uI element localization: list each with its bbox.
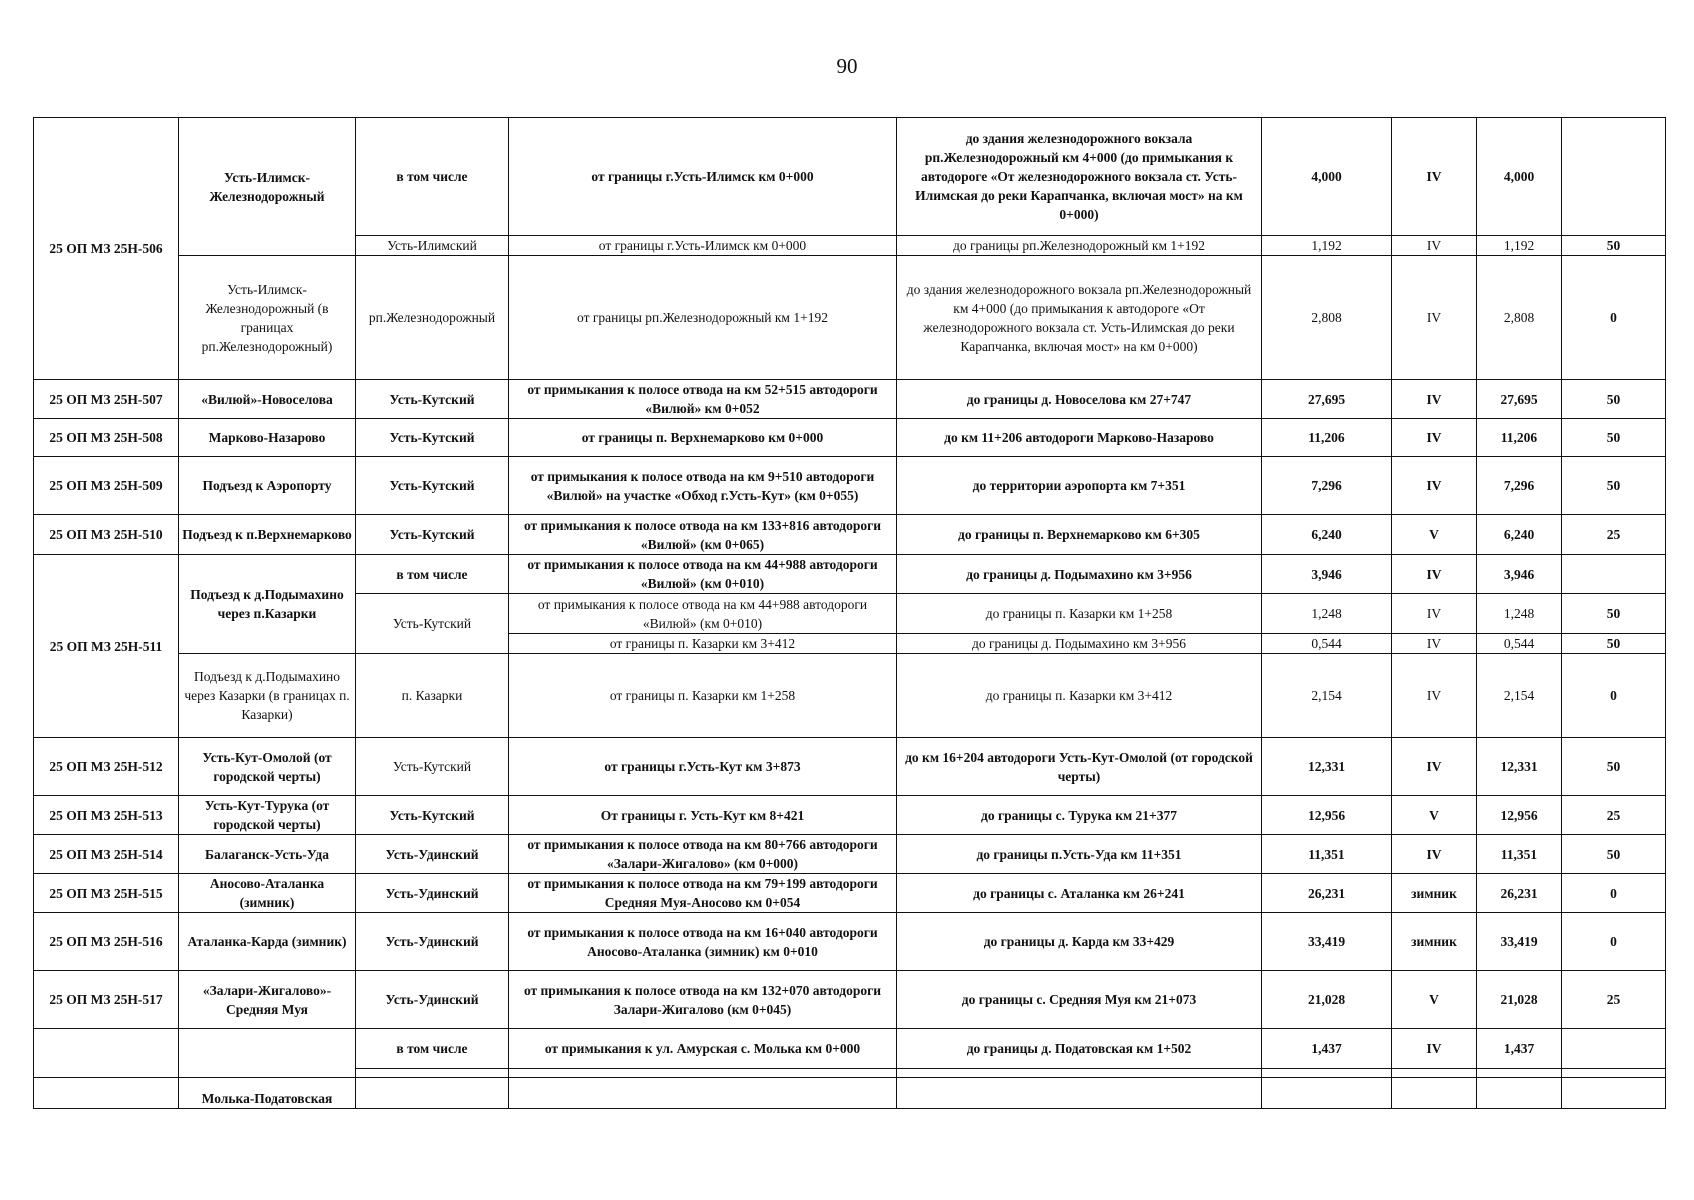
length: 11,351: [1262, 835, 1392, 874]
length-2: 1,248: [1477, 594, 1562, 634]
start-point: от примыкания к полосе отвода на км 44+988 автодороги «Вилюй» (км 0+010): [509, 594, 897, 634]
length-2: 11,206: [1477, 419, 1562, 457]
empty-cell: [897, 1069, 1262, 1109]
table-row: [34, 1029, 1666, 1069]
end-point: до км 16+204 автодороги Усть-Кут-Омолой (от городской черты): [897, 738, 1262, 796]
district: п. Казарки: [356, 654, 509, 738]
category: IV: [1392, 256, 1477, 380]
road-code: 25 ОП МЗ 25Н-508: [34, 419, 179, 457]
end-point: до границы д. Подымахино км 3+956: [897, 555, 1262, 594]
percent: 25: [1562, 796, 1666, 835]
road-code: 25 ОП МЗ 25Н-511: [34, 555, 179, 738]
road-code: 25 ОП МЗ 25Н-509: [34, 457, 179, 515]
end-point: до здания железнодорожного вокзала рп.Железнодорожный км 4+000 (до примыкания к автодороге «От железнодорожного вокзала ст. Усть-Илимская до реки Карапчанка, включая мост» на км 0+000): [897, 118, 1262, 236]
start-point: от границы п. Казарки км 3+412: [509, 634, 897, 654]
start-point: От границы г. Усть-Кут км 8+421: [509, 796, 897, 835]
table-row: [34, 654, 1666, 738]
length-2: 6,240: [1477, 515, 1562, 555]
percent: 25: [1562, 971, 1666, 1029]
length: 1,248: [1262, 594, 1392, 634]
length-2: 12,956: [1477, 796, 1562, 835]
percent: 50: [1562, 634, 1666, 654]
district: Усть-Удинский: [356, 835, 509, 874]
end-point: до границы с. Средняя Муя км 21+073: [897, 971, 1262, 1029]
start-point: от примыкания к полосе отвода на км 132+070 автодороги Залари-Жигалово (км 0+045): [509, 971, 897, 1029]
district: Усть-Удинский: [356, 971, 509, 1029]
category: IV: [1392, 594, 1477, 634]
start-point: от примыкания к полосе отвода на км 80+766 автодороги «Залари-Жигалово» (км 0+000): [509, 835, 897, 874]
percent: 50: [1562, 457, 1666, 515]
road-name: Усть-Илимск-Железнодорожный (в границах рп.Железнодорожный): [179, 256, 356, 380]
road-name: «Залари-Жигалово»-Средняя Муя: [179, 971, 356, 1029]
category: IV: [1392, 835, 1477, 874]
roads-table: [33, 117, 1666, 1109]
district: Усть-Удинский: [356, 874, 509, 913]
length-2: 12,331: [1477, 738, 1562, 796]
empty-cell: [1477, 1069, 1562, 1109]
category: V: [1392, 971, 1477, 1029]
length: 1,437: [1262, 1029, 1392, 1069]
category: V: [1392, 515, 1477, 555]
start-point: от примыкания к полосе отвода на км 44+988 автодороги «Вилюй» (км 0+010): [509, 555, 897, 594]
percent: 0: [1562, 874, 1666, 913]
table-row: [34, 971, 1666, 1029]
category: зимник: [1392, 874, 1477, 913]
road-code: 25 ОП МЗ 25Н-513: [34, 796, 179, 835]
category: IV: [1392, 118, 1477, 236]
start-point: от границы рп.Железнодорожный км 1+192: [509, 256, 897, 380]
end-point: до границы д. Подымахино км 3+956: [897, 634, 1262, 654]
category: IV: [1392, 1029, 1477, 1069]
length-2: 26,231: [1477, 874, 1562, 913]
district: в том числе: [356, 118, 509, 236]
length-2: 2,808: [1477, 256, 1562, 380]
length: 2,154: [1262, 654, 1392, 738]
length-2: 1,192: [1477, 236, 1562, 256]
length: 6,240: [1262, 515, 1392, 555]
road-name: Балаганск-Усть-Уда: [179, 835, 356, 874]
road-name: Усть-Кут-Турука (от городской черты): [179, 796, 356, 835]
end-point: до границы д. Карда км 33+429: [897, 913, 1262, 971]
table-row: [34, 835, 1666, 874]
category: IV: [1392, 380, 1477, 419]
start-point: от границы п. Казарки км 1+258: [509, 654, 897, 738]
length-2: 2,154: [1477, 654, 1562, 738]
length-2: 11,351: [1477, 835, 1562, 874]
table-row: [34, 457, 1666, 515]
percent: [1562, 118, 1666, 236]
district: Усть-Кутский: [356, 515, 509, 555]
road-code: 25 ОП МЗ 25Н-517: [34, 971, 179, 1029]
road-name: Усть-Илимск-Железнодорожный: [179, 118, 356, 256]
length: 33,419: [1262, 913, 1392, 971]
end-point: до км 11+206 автодороги Марково-Назарово: [897, 419, 1262, 457]
empty-cell: [356, 1069, 509, 1109]
page-number: 90: [836, 54, 858, 78]
category: V: [1392, 796, 1477, 835]
start-point: от примыкания к полосе отвода на км 16+040 автодороги Аносово-Аталанка (зимник) км 0+010: [509, 913, 897, 971]
table-row: [34, 419, 1666, 457]
end-point: до границы с. Турука км 21+377: [897, 796, 1262, 835]
length: 1,192: [1262, 236, 1392, 256]
end-point: до границы п. Казарки км 1+258: [897, 594, 1262, 634]
district: Усть-Кутский: [356, 457, 509, 515]
category: зимник: [1392, 913, 1477, 971]
end-point: до границы п. Казарки км 3+412: [897, 654, 1262, 738]
table-row: [34, 380, 1666, 419]
length: 4,000: [1262, 118, 1392, 236]
road-name: Молька-Податовская: [179, 1029, 356, 1109]
table-row: [34, 913, 1666, 971]
category: IV: [1392, 738, 1477, 796]
start-point: от границы г.Усть-Илимск км 0+000: [509, 236, 897, 256]
length: 12,331: [1262, 738, 1392, 796]
category: IV: [1392, 457, 1477, 515]
start-point: от примыкания к полосе отвода на км 52+515 автодороги «Вилюй» км 0+052: [509, 380, 897, 419]
district: Усть-Кутский: [356, 796, 509, 835]
table-row: [34, 874, 1666, 913]
percent: 50: [1562, 419, 1666, 457]
table-row: [34, 738, 1666, 796]
table-row: [34, 515, 1666, 555]
road-code: 25 ОП МЗ 25Н-512: [34, 738, 179, 796]
percent: 0: [1562, 654, 1666, 738]
start-point: от примыкания к полосе отвода на км 9+510 автодороги «Вилюй» на участке «Обход г.Усть-Кут» (км 0+055): [509, 457, 897, 515]
category: IV: [1392, 236, 1477, 256]
length-2: 33,419: [1477, 913, 1562, 971]
length-2: 3,946: [1477, 555, 1562, 594]
district: Усть-Кутский: [356, 380, 509, 419]
length-2: 4,000: [1477, 118, 1562, 236]
district: в том числе: [356, 1029, 509, 1069]
road-name: Усть-Кут-Омолой (от городской черты): [179, 738, 356, 796]
empty-cell: [1392, 1069, 1477, 1109]
end-point: до границы рп.Железнодорожный км 1+192: [897, 236, 1262, 256]
length-2: 27,695: [1477, 380, 1562, 419]
road-code: 25 ОП МЗ 25Н-510: [34, 515, 179, 555]
road-name: Подъезд к д.Подымахино через Казарки (в границах п. Казарки): [179, 654, 356, 738]
length: 0,544: [1262, 634, 1392, 654]
length-2: 21,028: [1477, 971, 1562, 1029]
category: IV: [1392, 634, 1477, 654]
start-point: от примыкания к ул. Амурская с. Молька км 0+000: [509, 1029, 897, 1069]
end-point: до границы д. Новоселова км 27+747: [897, 380, 1262, 419]
category: IV: [1392, 654, 1477, 738]
length: 7,296: [1262, 457, 1392, 515]
road-name: Подъезд к Аэропорту: [179, 457, 356, 515]
district: Усть-Кутский: [356, 594, 509, 654]
roads-table-wrapper: [33, 117, 1665, 1106]
start-point: от границы г.Усть-Илимск км 0+000: [509, 118, 897, 236]
percent: 50: [1562, 380, 1666, 419]
table-row: [34, 555, 1666, 594]
road-code: 25 ОП МЗ 25Н-506: [34, 118, 179, 380]
district: рп.Железнодорожный: [356, 256, 509, 380]
empty-cell: [1562, 1069, 1666, 1109]
length-2: 1,437: [1477, 1029, 1562, 1069]
table-row: [34, 796, 1666, 835]
district: Усть-Кутский: [356, 419, 509, 457]
road-name: Подъезд к д.Подымахино через п.Казарки: [179, 555, 356, 654]
percent: 25: [1562, 515, 1666, 555]
district: Усть-Кутский: [356, 738, 509, 796]
empty-cell: [1262, 1069, 1392, 1109]
length-2: 7,296: [1477, 457, 1562, 515]
start-point: от границы п. Верхнемарково км 0+000: [509, 419, 897, 457]
percent: 0: [1562, 256, 1666, 380]
table-row: [34, 118, 1666, 236]
road-name: Аталанка-Карда (зимник): [179, 913, 356, 971]
percent: 50: [1562, 738, 1666, 796]
district: Усть-Илимский: [356, 236, 509, 256]
percent: 50: [1562, 236, 1666, 256]
length: 27,695: [1262, 380, 1392, 419]
length: 21,028: [1262, 971, 1392, 1029]
length: 2,808: [1262, 256, 1392, 380]
percent: 50: [1562, 594, 1666, 634]
road-name: Подъезд к п.Верхнемарково: [179, 515, 356, 555]
table-row: [34, 256, 1666, 380]
category: IV: [1392, 419, 1477, 457]
length: 11,206: [1262, 419, 1392, 457]
road-code: 25 ОП МЗ 25Н-515: [34, 874, 179, 913]
percent: [1562, 555, 1666, 594]
end-point: до границы п. Верхнемарково км 6+305: [897, 515, 1262, 555]
road-code: 25 ОП МЗ 25Н-516: [34, 913, 179, 971]
start-point: от границы г.Усть-Кут км 3+873: [509, 738, 897, 796]
district: в том числе: [356, 555, 509, 594]
road-code: 25 ОП МЗ 25Н-514: [34, 835, 179, 874]
road-code: [34, 1029, 179, 1109]
end-point: до границы с. Аталанка км 26+241: [897, 874, 1262, 913]
end-point: до территории аэропорта км 7+351: [897, 457, 1262, 515]
length: 3,946: [1262, 555, 1392, 594]
road-code: 25 ОП МЗ 25Н-507: [34, 380, 179, 419]
category: IV: [1392, 555, 1477, 594]
district: Усть-Удинский: [356, 913, 509, 971]
road-name: «Вилюй»-Новоселова: [179, 380, 356, 419]
empty-cell: [509, 1069, 897, 1109]
percent: [1562, 1029, 1666, 1069]
road-name: Аносово-Аталанка (зимник): [179, 874, 356, 913]
end-point: до границы п.Усть-Уда км 11+351: [897, 835, 1262, 874]
start-point: от примыкания к полосе отвода на км 79+199 автодороги Средняя Муя-Аносово км 0+054: [509, 874, 897, 913]
end-point: до здания железнодорожного вокзала рп.Железнодорожный км 4+000 (до примыкания к автодороге «От железнодорожного вокзала ст. Усть-Илимская до реки Карапчанка, включая мост» на км 0+000): [897, 256, 1262, 380]
length: 12,956: [1262, 796, 1392, 835]
end-point: до границы д. Податовская км 1+502: [897, 1029, 1262, 1069]
length: 26,231: [1262, 874, 1392, 913]
length-2: 0,544: [1477, 634, 1562, 654]
percent: 50: [1562, 835, 1666, 874]
start-point: от примыкания к полосе отвода на км 133+816 автодороги «Вилюй» (км 0+065): [509, 515, 897, 555]
percent: 0: [1562, 913, 1666, 971]
road-name: Марково-Назарово: [179, 419, 356, 457]
